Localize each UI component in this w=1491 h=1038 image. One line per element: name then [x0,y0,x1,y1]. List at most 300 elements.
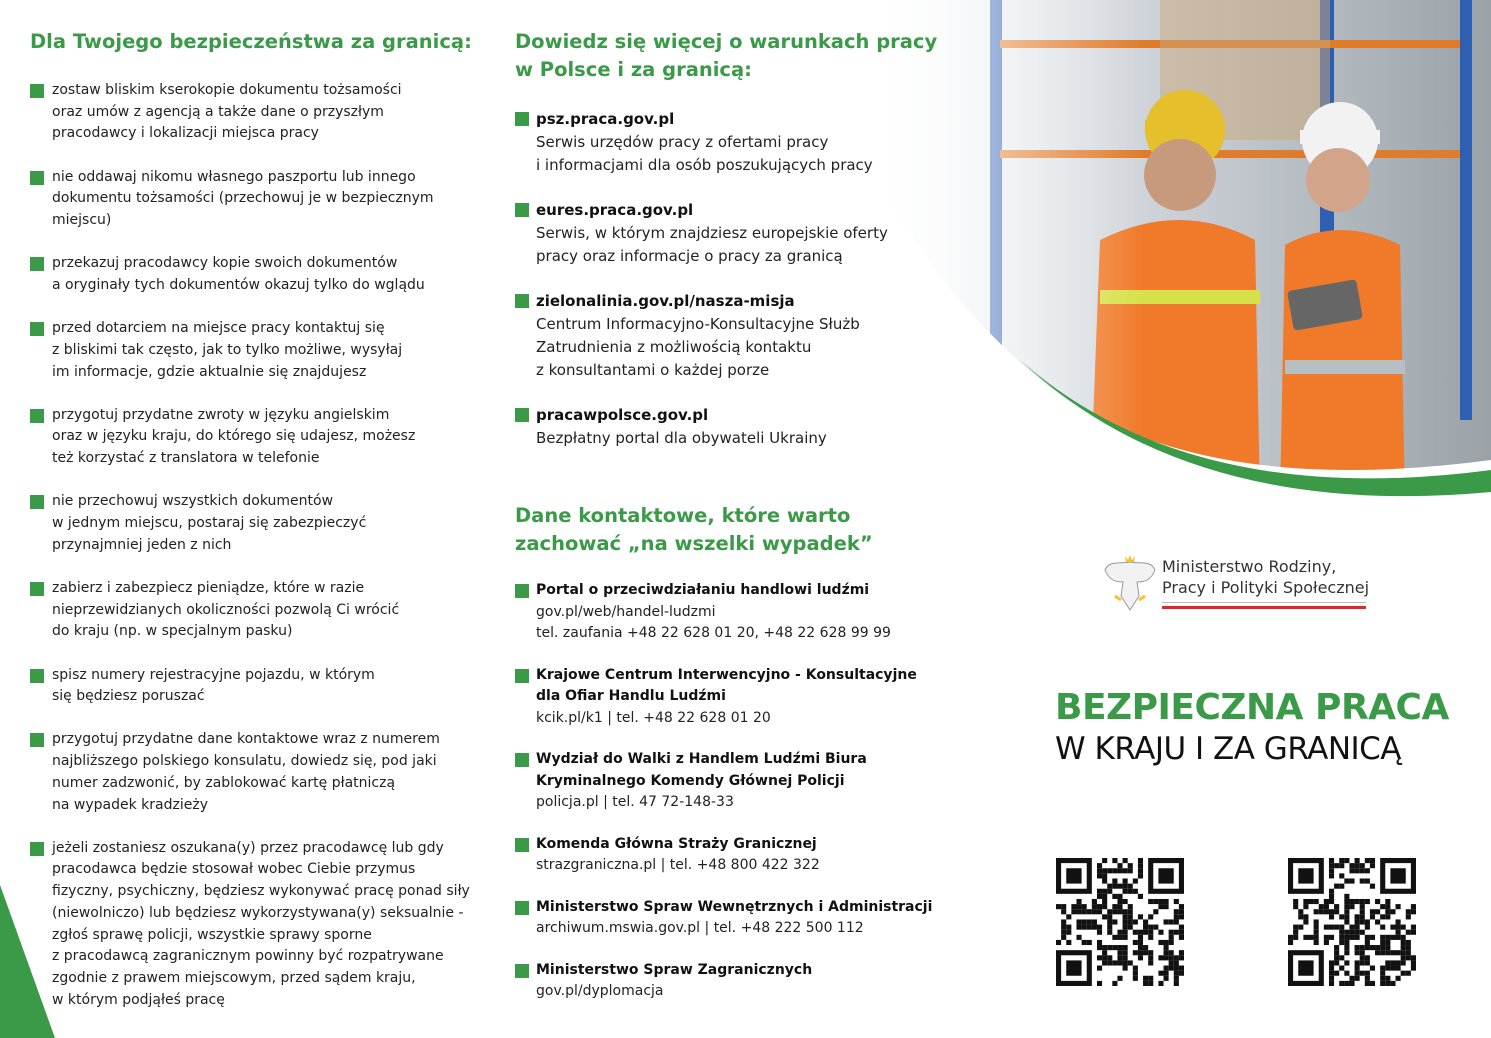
qr-module [1102,945,1107,950]
qr-module [1107,955,1112,960]
qr-module [1128,904,1133,909]
qr-module [1365,878,1370,883]
tip-text: przekazuj pracodawcy kopie swoich dokumentów a oryginały tych dokumentów okazuj tylko do wglądu [52,255,425,293]
bullet-square-icon [515,203,529,217]
safety-tip [30,729,500,816]
qr-module [1396,950,1401,955]
qr-module [1360,899,1365,904]
qr-module [1360,863,1365,868]
qr-module [1066,914,1071,919]
qr-module [1138,945,1143,950]
qr-module [1370,966,1375,971]
qr-module [1148,976,1153,981]
qr-module [1349,935,1354,940]
tip-text: nie oddawaj nikomu własnego paszportu lub innego dokumentu tożsamości (przechowuj je w bezpiecznym miejscu) [52,168,434,229]
qr-module [1117,935,1122,940]
qr-module [1179,909,1184,914]
qr-module [1082,919,1087,924]
bullet-square-icon [515,408,529,422]
qr-module [1370,858,1375,863]
qr-module [1164,940,1169,945]
qr-module [1375,919,1380,924]
qr-module [1082,925,1087,930]
qr-module [1102,904,1107,909]
qr-module [1082,909,1087,914]
qr-module [1179,925,1184,930]
qr-module [1107,914,1112,919]
qr-module [1365,899,1370,904]
qr-module [1390,950,1395,955]
qr-module [1117,904,1122,909]
qr-module [1319,904,1324,909]
bullet-square-icon [30,171,44,185]
qr-module [1344,909,1349,914]
qr-module [1164,945,1169,950]
qr-module [1164,966,1169,971]
qr-module [1396,919,1401,924]
qr-module [1355,960,1360,965]
qr-module [1314,935,1319,940]
qr-module [1365,940,1370,945]
qr-module [1385,950,1390,955]
qr-module [1355,935,1360,940]
qr-module [1143,919,1148,924]
qr-module [1303,935,1308,940]
qr-module [1164,950,1169,955]
qr-module [1411,966,1416,971]
qr-module [1365,925,1370,930]
qr-module [1355,868,1360,873]
qr-module [1324,899,1329,904]
qr-module [1056,940,1061,945]
qr-module [1143,925,1148,930]
qr-module [1092,925,1097,930]
qr-module [1370,945,1375,950]
qr-module [1174,955,1179,960]
qr-module [1303,899,1308,904]
qr-module [1385,899,1390,904]
tip-text: zabierz i zabezpiecz pieniądze, które w razie nieprzewidzianych okoliczności pozwolą Ci wrócić do kraju (np. w specjalnym pasku) [52,579,400,640]
qr-module [1164,971,1169,976]
qr-module [1329,976,1334,981]
qr-module [1298,925,1303,930]
qr-module [1349,976,1354,981]
qr-module [1344,858,1349,863]
qr-module [1396,930,1401,935]
qr-module [1411,955,1416,960]
qr-module [1066,930,1071,935]
qr-finder-center [1390,868,1405,883]
qr-code[interactable] [1288,858,1416,986]
contact-item [515,749,935,814]
qr-module [1158,971,1163,976]
qr-module [1406,914,1411,919]
qr-module [1370,914,1375,919]
qr-module [1314,919,1319,924]
qr-module [1344,950,1349,955]
qr-module [1117,863,1122,868]
qr-module [1344,914,1349,919]
qr-module [1360,960,1365,965]
qr-module [1344,981,1349,986]
qr-module [1112,884,1117,889]
safety-tip [30,318,500,383]
qr-module [1396,904,1401,909]
qr-module [1380,971,1385,976]
qr-module [1370,909,1375,914]
qr-module [1148,935,1153,940]
qr-module [1385,976,1390,981]
qr-module [1360,945,1365,950]
qr-module [1396,966,1401,971]
qr-module [1128,914,1133,919]
qr-module [1385,914,1390,919]
qr-module [1123,858,1128,863]
qr-module [1385,966,1390,971]
qr-module [1076,904,1081,909]
qr-module [1148,950,1153,955]
ministry-divider-red [1162,606,1366,609]
qr-module [1411,930,1416,935]
qr-module [1339,884,1344,889]
safety-tip [30,665,500,708]
qr-module [1339,966,1344,971]
qr-module [1303,904,1308,909]
item-title[interactable]: eures.praca.gov.pl [536,201,694,219]
qr-module [1339,863,1344,868]
warehouse-workers-photo [860,0,1491,500]
qr-module [1396,976,1401,981]
qr-code[interactable] [1056,858,1184,986]
qr-module [1401,955,1406,960]
bullet-square-icon [515,838,529,852]
qr-module [1097,925,1102,930]
qr-module [1329,858,1334,863]
qr-module [1308,899,1313,904]
qr-module [1112,868,1117,873]
item-description: gov.pl/dyplomacja [536,983,664,999]
qr-module [1123,945,1128,950]
qr-module [1123,919,1128,924]
qr-module [1365,858,1370,863]
qr-module [1355,925,1360,930]
item-description: Centrum Informacyjno-Konsultacyjne Służb Zatrudnienia z możliwością kontaktu z konsultantami o każdej porze [536,315,860,379]
qr-module [1092,919,1097,924]
qr-module [1360,919,1365,924]
item-title: Ministerstwo Spraw Zagranicznych [536,961,813,978]
qr-module [1097,930,1102,935]
qr-module [1385,909,1390,914]
qr-module [1380,981,1385,986]
qr-module [1406,909,1411,914]
qr-module [1128,960,1133,965]
qr-module [1133,930,1138,935]
qr-module [1344,945,1349,950]
qr-module [1138,894,1143,899]
qr-module [1390,960,1395,965]
qr-module [1076,899,1081,904]
contact-item [515,897,935,940]
ministry-name [1162,556,1369,598]
qr-module [1380,940,1385,945]
qr-module [1128,868,1133,873]
tip-text: zostaw bliskim kserokopie dokumentu tożsamości oraz umów z agencją a także dane o przyszłym pracodawcy i lokalizacji miejsca pracy [52,82,402,142]
qr-module [1123,966,1128,971]
qr-module [1329,899,1334,904]
qr-module [1411,960,1416,965]
qr-module [1174,914,1179,919]
qr-module [1102,914,1107,919]
qr-module [1123,925,1128,930]
qr-finder-center [1298,868,1313,883]
qr-module [1138,868,1143,873]
qr-module [1380,925,1385,930]
qr-module [1355,950,1360,955]
qr-module [1123,955,1128,960]
qr-module [1123,889,1128,894]
qr-module [1102,858,1107,863]
qr-module [1138,955,1143,960]
qr-module [1406,955,1411,960]
safety-tip [30,578,500,643]
qr-module [1380,945,1385,950]
qr-module [1138,930,1143,935]
qr-module [1117,930,1122,935]
qr-module [1117,909,1122,914]
qr-module [1401,945,1406,950]
qr-module [1385,981,1390,986]
qr-module [1133,971,1138,976]
qr-module [1148,981,1153,986]
qr-module [1112,945,1117,950]
qr-module [1406,950,1411,955]
qr-module [1334,950,1339,955]
qr-module [1123,884,1128,889]
qr-module [1148,930,1153,935]
item-title[interactable]: zielonalinia.gov.pl/nasza-misja [536,292,795,310]
qr-module [1107,884,1112,889]
info-links-list [515,108,915,472]
qr-module [1401,950,1406,955]
qr-module [1087,925,1092,930]
qr-module [1314,940,1319,945]
ministry-name-line1: Ministerstwo Rodziny, [1162,557,1337,576]
qr-module [1344,899,1349,904]
qr-module [1133,976,1138,981]
item-description: policja.pl | tel. 47 72-148-33 [536,794,734,810]
qr-module [1164,899,1169,904]
qr-module [1365,971,1370,976]
qr-module [1329,981,1334,986]
qr-module [1102,960,1107,965]
qr-module [1314,925,1319,930]
qr-module [1169,960,1174,965]
bullet-square-icon [515,112,529,126]
qr-module [1390,909,1395,914]
qr-module [1411,909,1416,914]
qr-module [1380,904,1385,909]
qr-module [1143,930,1148,935]
qr-module [1164,955,1169,960]
safety-tip [30,838,500,1012]
qr-module [1169,919,1174,924]
qr-module [1329,966,1334,971]
item-title: Krajowe Centrum Interwencyjno - Konsultacyjne dla Ofiar Handlu Ludźmi [536,666,917,704]
bullet-square-icon [30,257,44,271]
bullet-square-icon [30,582,44,596]
qr-module [1385,940,1390,945]
qr-module [1360,955,1365,960]
qr-module [1117,899,1122,904]
qr-module [1117,955,1122,960]
qr-module [1179,914,1184,919]
info-heading: Dowiedz się więcej o warunkach pracy w Polsce i za granicą: [515,30,938,81]
qr-module [1298,909,1303,914]
qr-module [1355,930,1360,935]
qr-module [1365,955,1370,960]
bullet-square-icon [30,733,44,747]
qr-module [1174,976,1179,981]
bullet-square-icon [30,409,44,423]
item-description: Serwis urzędów pracy z ofertami pracy i informacjami dla osób poszukujących pracy [536,133,873,174]
qr-module [1076,925,1081,930]
qr-module [1179,971,1184,976]
qr-module [1102,868,1107,873]
qr-module [1334,863,1339,868]
qr-module [1349,981,1354,986]
qr-module [1179,935,1184,940]
qr-module [1082,904,1087,909]
qr-module [1380,966,1385,971]
safety-tips-list [30,80,500,1033]
qr-module [1117,976,1122,981]
qr-module [1097,873,1102,878]
qr-module [1329,873,1334,878]
qr-module [1375,945,1380,950]
tip-text: nie przechowuj wszystkich dokumentów w jednym miejscu, postaraj się zabezpieczyć przynajmniej jeden z nich [52,493,367,553]
tip-text: przed dotarciem na miejsce pracy kontaktuj się z bliskimi tak często, jak to tylko możliwe, wysyłaj im informacje, gdzie aktualnie się znajdujesz [52,320,403,380]
qr-module [1117,950,1122,955]
qr-module [1056,904,1061,909]
qr-module [1143,976,1148,981]
qr-module [1360,878,1365,883]
qr-module [1153,925,1158,930]
qr-module [1061,935,1066,940]
qr-module [1360,971,1365,976]
qr-finder-center [1158,868,1173,883]
qr-module [1087,919,1092,924]
safety-tip [30,253,500,296]
qr-module [1107,919,1112,924]
qr-module [1179,966,1184,971]
qr-module [1158,904,1163,909]
qr-module [1148,955,1153,960]
qr-module [1174,971,1179,976]
qr-module [1138,950,1143,955]
qr-module [1112,981,1117,986]
qr-module [1148,914,1153,919]
qr-module [1138,935,1143,940]
qr-module [1123,960,1128,965]
qr-module [1365,976,1370,981]
qr-module [1128,884,1133,889]
tip-text: spisz numery rejestracyjne pojazdu, w którym się będziesz poruszać [52,666,375,705]
qr-module [1349,863,1354,868]
qr-module [1355,863,1360,868]
qr-module [1339,930,1344,935]
qr-module [1355,966,1360,971]
qr-finder-center [1298,960,1313,975]
qr-module [1334,904,1339,909]
qr-module [1128,925,1133,930]
qr-module [1138,914,1143,919]
qr-module [1158,930,1163,935]
qr-module [1385,960,1390,965]
qr-module [1349,899,1354,904]
qr-module [1396,925,1401,930]
qr-module [1107,868,1112,873]
qr-module [1344,940,1349,945]
contact-item [515,665,935,730]
qr-module [1370,981,1375,986]
qr-module [1339,940,1344,945]
contacts-heading: Dane kontaktowe, które warto zachować „na wszelki wypadek” [515,504,873,555]
item-title[interactable]: psz.praca.gov.pl [536,110,675,128]
qr-module [1097,981,1102,986]
qr-module [1329,960,1334,965]
qr-module [1303,914,1308,919]
item-description: kcik.pl/k1 | tel. +48 22 628 01 20 [536,709,771,726]
qr-module [1097,955,1102,960]
qr-module [1293,935,1298,940]
qr-module [1375,899,1380,904]
qr-module [1360,909,1365,914]
qr-module [1076,919,1081,924]
title-line1: BEZPIECZNA PRACA [1055,687,1449,728]
item-title[interactable]: pracawpolsce.gov.pl [536,406,709,424]
qr-module [1138,858,1143,863]
qr-module [1133,966,1138,971]
item-description: archiwum.mswia.gov.pl | tel. +48 222 500 112 [536,920,864,936]
qr-module [1076,935,1081,940]
qr-module [1370,863,1375,868]
qr-module [1293,904,1298,909]
qr-module [1339,873,1344,878]
qr-module [1360,914,1365,919]
qr-module [1082,940,1087,945]
qr-module [1076,909,1081,914]
qr-module [1061,909,1066,914]
qr-finder-center [1066,868,1081,883]
qr-module [1174,899,1179,904]
qr-module [1390,925,1395,930]
qr-module [1169,966,1174,971]
qr-module [1179,930,1184,935]
qr-module [1385,935,1390,940]
bullet-square-icon [515,964,529,978]
qr-module [1102,894,1107,899]
qr-module [1355,976,1360,981]
qr-module [1153,899,1158,904]
qr-module [1385,904,1390,909]
qr-module [1324,925,1329,930]
contact-item [515,960,935,1003]
qr-module [1334,884,1339,889]
qr-module [1102,950,1107,955]
item-title: Wydział do Walki z Handlem Ludźmi Biura Kryminalnego Komendy Głównej Policji [536,751,867,789]
qr-module [1087,909,1092,914]
qr-module [1329,935,1334,940]
